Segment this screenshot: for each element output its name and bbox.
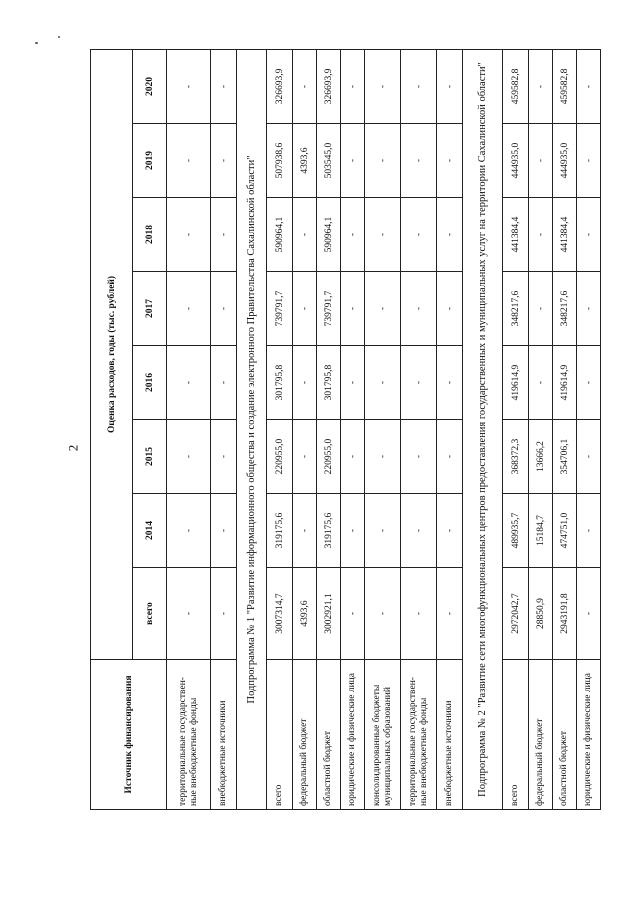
value-cell: 444935,0 bbox=[503, 124, 529, 198]
value-cell: - bbox=[577, 272, 601, 346]
value-cell: - bbox=[167, 568, 211, 660]
funding-source-cell: территориальные государствен-ные внебюджетные фонды bbox=[401, 660, 437, 810]
value-cell: - bbox=[167, 124, 211, 198]
value-cell: - bbox=[211, 420, 237, 494]
value-cell: - bbox=[293, 346, 317, 420]
value-cell: - bbox=[365, 420, 401, 494]
table-row bbox=[437, 49, 463, 809]
value-cell: - bbox=[401, 198, 437, 272]
value-cell: - bbox=[167, 494, 211, 568]
value-cell: - bbox=[401, 420, 437, 494]
value-cell: - bbox=[577, 346, 601, 420]
value-cell: - bbox=[293, 420, 317, 494]
value-cell: 444935,0 bbox=[553, 124, 577, 198]
value-cell: - bbox=[529, 272, 553, 346]
value-cell: - bbox=[437, 346, 463, 420]
subprogram-title: Подпрограмма № 1 "Развитие информационного общества и создание электронного Правительства Сахалинской области" bbox=[237, 49, 267, 809]
funding-source-cell: юридические и физические лица bbox=[577, 660, 601, 810]
value-cell: 590964,1 bbox=[267, 198, 293, 272]
funding-source-cell: областной бюджет bbox=[553, 660, 577, 810]
value-cell: - bbox=[293, 198, 317, 272]
table-row bbox=[293, 49, 317, 809]
subprogram-title: Подпрограмма № 2 "Развитие сети многофункциональных центров предоставления государственных и муниципальных услуг на территории Сахалинской области" bbox=[463, 49, 503, 809]
funding-source-cell: областной бюджет bbox=[317, 660, 341, 810]
value-cell: - bbox=[341, 49, 365, 123]
value-cell: - bbox=[341, 568, 365, 660]
value-cell: 459582,8 bbox=[503, 49, 529, 123]
value-cell: 507938,6 bbox=[267, 124, 293, 198]
value-cell: - bbox=[365, 346, 401, 420]
header-year: 2016 bbox=[133, 346, 167, 420]
value-cell: - bbox=[167, 198, 211, 272]
value-cell: - bbox=[577, 568, 601, 660]
value-cell: 489935,7 bbox=[503, 494, 529, 568]
value-cell: 348217,6 bbox=[553, 272, 577, 346]
funding-source-cell: территориальные государствен-ные внебюджетные фонды bbox=[167, 660, 211, 810]
value-cell: 15184,7 bbox=[529, 494, 553, 568]
value-cell: - bbox=[437, 420, 463, 494]
value-cell: - bbox=[577, 49, 601, 123]
funding-source-cell: всего bbox=[267, 660, 293, 810]
value-cell: - bbox=[293, 494, 317, 568]
table-row bbox=[211, 49, 237, 809]
value-cell: 13666,2 bbox=[529, 420, 553, 494]
value-cell: - bbox=[365, 494, 401, 568]
value-cell: - bbox=[437, 494, 463, 568]
value-cell: - bbox=[211, 568, 237, 660]
scan-speck bbox=[35, 42, 38, 44]
value-cell: 2943191,8 bbox=[553, 568, 577, 660]
value-cell: - bbox=[401, 49, 437, 123]
value-cell: 319175,6 bbox=[317, 494, 341, 568]
value-cell: 459582,8 bbox=[553, 49, 577, 123]
value-cell: 739791,7 bbox=[317, 272, 341, 346]
value-cell: - bbox=[365, 198, 401, 272]
header-year: 2018 bbox=[133, 198, 167, 272]
value-cell: - bbox=[167, 272, 211, 346]
table-row bbox=[167, 49, 211, 809]
value-cell: - bbox=[341, 346, 365, 420]
value-cell: 4393,6 bbox=[293, 124, 317, 198]
table-row bbox=[503, 49, 529, 809]
value-cell: - bbox=[211, 124, 237, 198]
value-cell: - bbox=[341, 494, 365, 568]
value-cell: 419614,9 bbox=[553, 346, 577, 420]
funding-source-cell: всего bbox=[503, 660, 529, 810]
value-cell: - bbox=[401, 272, 437, 346]
value-cell: - bbox=[365, 124, 401, 198]
value-cell: - bbox=[167, 49, 211, 123]
header-year: всего bbox=[133, 568, 167, 660]
value-cell: - bbox=[437, 198, 463, 272]
value-cell: 319175,6 bbox=[267, 494, 293, 568]
table-row bbox=[267, 49, 293, 809]
funding-source-cell: юридические и физические лица bbox=[341, 660, 365, 810]
value-cell: - bbox=[293, 49, 317, 123]
value-cell: 3002921,1 bbox=[317, 568, 341, 660]
value-cell: 220955,0 bbox=[317, 420, 341, 494]
value-cell: - bbox=[529, 346, 553, 420]
value-cell: - bbox=[211, 49, 237, 123]
header-year: 2014 bbox=[133, 494, 167, 568]
value-cell: - bbox=[577, 198, 601, 272]
header-year: 2020 bbox=[133, 49, 167, 123]
value-cell: - bbox=[341, 272, 365, 346]
value-cell: 441384,4 bbox=[553, 198, 577, 272]
value-cell: 2972042,7 bbox=[503, 568, 529, 660]
table-row bbox=[553, 49, 577, 809]
value-cell: 220955,0 bbox=[267, 420, 293, 494]
value-cell: - bbox=[293, 272, 317, 346]
value-cell: 739791,7 bbox=[267, 272, 293, 346]
value-cell: - bbox=[341, 124, 365, 198]
value-cell: 4393,6 bbox=[293, 568, 317, 660]
table-row bbox=[317, 49, 341, 809]
value-cell: - bbox=[437, 272, 463, 346]
value-cell: 503545,0 bbox=[317, 124, 341, 198]
value-cell: 301795,8 bbox=[267, 346, 293, 420]
value-cell: - bbox=[167, 346, 211, 420]
value-cell: - bbox=[529, 198, 553, 272]
value-cell: 28850,9 bbox=[529, 568, 553, 660]
value-cell: - bbox=[577, 124, 601, 198]
funding-source-cell: внебюджетные источники bbox=[437, 660, 463, 810]
table-row bbox=[529, 49, 553, 809]
funding-source-cell: внебюджетные источники bbox=[211, 660, 237, 810]
table-row bbox=[365, 49, 401, 809]
table-row bbox=[577, 49, 601, 809]
header-year: 2017 bbox=[133, 272, 167, 346]
value-cell: - bbox=[365, 272, 401, 346]
value-cell: - bbox=[167, 420, 211, 494]
header-source: Источник финансирования bbox=[91, 660, 167, 810]
funding-source-cell: федеральный бюджет bbox=[529, 660, 553, 810]
value-cell: - bbox=[365, 568, 401, 660]
value-cell: 368372,3 bbox=[503, 420, 529, 494]
value-cell: 326693,9 bbox=[317, 49, 341, 123]
value-cell: 419614,9 bbox=[503, 346, 529, 420]
value-cell: - bbox=[211, 346, 237, 420]
subprogram-row bbox=[237, 49, 267, 809]
value-cell: - bbox=[365, 49, 401, 123]
value-cell: - bbox=[211, 494, 237, 568]
value-cell: 354706,1 bbox=[553, 420, 577, 494]
value-cell: - bbox=[529, 49, 553, 123]
scan-speck bbox=[58, 36, 60, 38]
header-estimate: Оценка расходов, годы (тыс. рублей) bbox=[91, 49, 133, 659]
value-cell: - bbox=[341, 420, 365, 494]
value-cell: 3007314,7 bbox=[267, 568, 293, 660]
funding-source-cell: консолидированные бюджеты муниципальных образований bbox=[365, 660, 401, 810]
value-cell: - bbox=[437, 568, 463, 660]
header-year: 2015 bbox=[133, 420, 167, 494]
value-cell: - bbox=[529, 124, 553, 198]
value-cell: - bbox=[341, 198, 365, 272]
value-cell: 301795,8 bbox=[317, 346, 341, 420]
funding-table bbox=[90, 49, 601, 810]
value-cell: - bbox=[577, 420, 601, 494]
value-cell: 474751,0 bbox=[553, 494, 577, 568]
funding-source-cell: федеральный бюджет bbox=[293, 660, 317, 810]
value-cell: - bbox=[401, 568, 437, 660]
value-cell: - bbox=[211, 272, 237, 346]
page-number: 2 bbox=[65, 444, 81, 452]
value-cell: 441384,4 bbox=[503, 198, 529, 272]
table-row bbox=[341, 49, 365, 809]
value-cell: 326693,9 bbox=[267, 49, 293, 123]
value-cell: - bbox=[401, 124, 437, 198]
value-cell: - bbox=[211, 198, 237, 272]
header-year: 2019 bbox=[133, 124, 167, 198]
value-cell: 590964,1 bbox=[317, 198, 341, 272]
value-cell: - bbox=[401, 346, 437, 420]
rotated-table-wrapper bbox=[90, 50, 594, 810]
value-cell: - bbox=[437, 124, 463, 198]
value-cell: - bbox=[577, 494, 601, 568]
table-row bbox=[401, 49, 437, 809]
value-cell: - bbox=[437, 49, 463, 123]
value-cell: - bbox=[401, 494, 437, 568]
value-cell: 348217,6 bbox=[503, 272, 529, 346]
subprogram-row bbox=[463, 49, 503, 809]
